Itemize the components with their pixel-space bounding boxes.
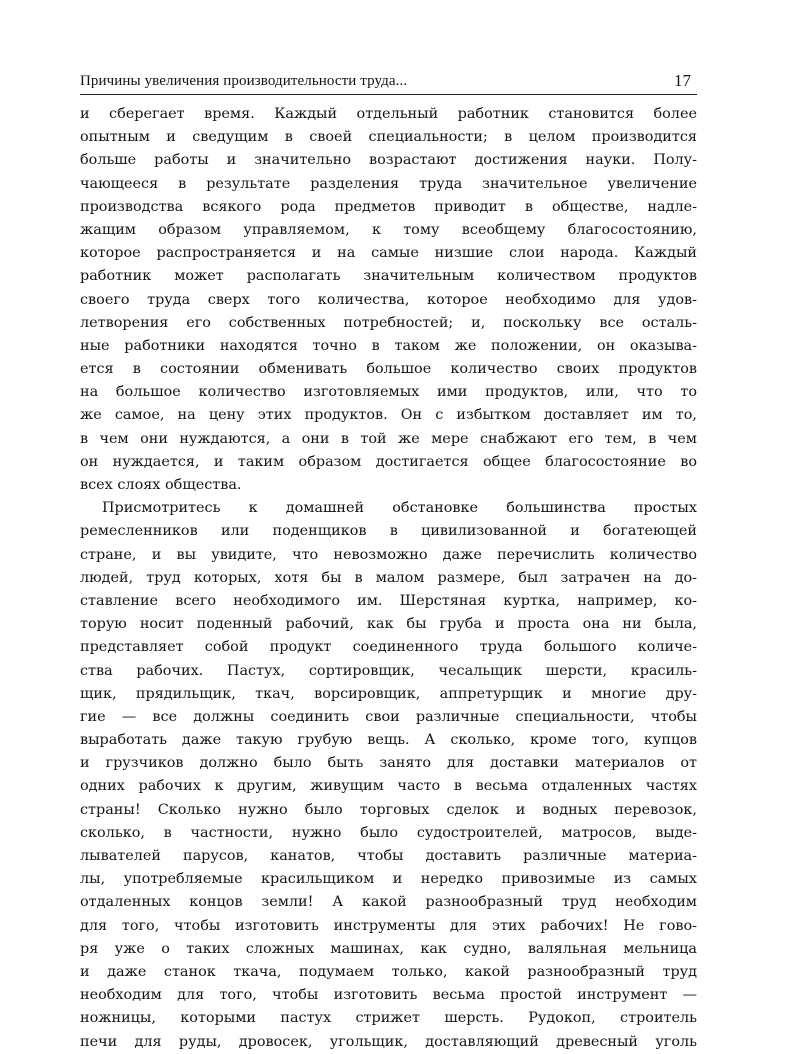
text-line: которое распространяется и на самые низшие слои народа. Каждый — [80, 245, 697, 262]
text-line: для того, чтобы изготовить инструменты для этих рабочих! Не гово- — [80, 917, 697, 934]
running-header — [80, 66, 697, 95]
text-line: чающееся в результате разделения труда значительное увеличение — [80, 175, 697, 192]
text-line: он нуждается, и таким образом достигается общее благосостояние во — [80, 453, 697, 470]
text-line: выработать даже такую грубую вещь. А сколько, кроме того, купцов — [80, 732, 697, 749]
text-line: на большое количество изготовляемых ими продуктов, или, что то — [80, 384, 697, 401]
text-line: необходим для того, чтобы изготовить весьма простой инструмент — — [80, 987, 697, 1004]
text-line: гие — все должны соединить свои различные специальности, чтобы — [80, 708, 697, 725]
text-line: ставление всего необходимого им. Шерстяная куртка, например, ко- — [80, 592, 697, 609]
book-page — [80, 66, 697, 1054]
text-line: больше работы и значительно возрастают достижения науки. Полу- — [80, 152, 697, 169]
text-line: стране, и вы увидите, что невозможно даже перечислить количество — [80, 546, 697, 563]
paragraph — [80, 103, 697, 497]
text-line: же самое, на цену этих продуктов. Он с избытком доставляет им то, — [80, 407, 697, 424]
text-line: всех слоях общества. — [80, 477, 242, 493]
text-line: представляет собой продукт соединенного труда большого количе- — [80, 639, 697, 656]
text-line: и даже станок ткача, подумаем только, какой разнообразный труд — [80, 963, 697, 980]
text-line: лы, употребляемые красильщиком и нередко привозимые из самых — [80, 871, 697, 888]
text-line: ные работники находятся точно в таком же положении, он оказыва- — [80, 337, 697, 354]
text-line: сколько, в частности, нужно было судостроителей, матросов, выде- — [80, 824, 697, 841]
text-line: в чем они нуждаются, а они в той же мере снабжают его тем, в чем — [80, 430, 697, 447]
text-line: отдаленных концов земли! А какой разнообразный труд необходим — [80, 894, 697, 911]
text-line: одних рабочих к другим, живущим часто в весьма отдаленных частях — [80, 778, 697, 795]
text-line: летворения его собственных потребностей; и, поскольку все осталь- — [80, 314, 697, 331]
text-line: работник может располагать значительным количеством продуктов — [80, 268, 697, 285]
text-line: опытным и сведущим в своей специальности; в целом производится — [80, 129, 697, 146]
text-line: ется в состоянии обменивать большое количество своих продуктов — [80, 361, 697, 378]
text-line: страны! Сколько нужно было торговых сделок и водных перевозок, — [80, 801, 697, 818]
text-line: Присмотритесь к домашней обстановке большинства простых — [102, 500, 697, 517]
text-line: производства всякого рода предметов приводит в обществе, надле- — [80, 198, 697, 215]
text-line: жащим образом управляемом, к тому всеобщему благосостоянию, — [80, 221, 697, 238]
text-line: ства рабочих. Пастух, сортировщик, чесальщик шерсти, красиль- — [80, 662, 697, 679]
text-line: щик, прядильщик, ткач, ворсировщик, аппретурщик и многие дру- — [80, 685, 697, 702]
body-text — [80, 103, 697, 1054]
text-line: и грузчиков должно было быть занято для доставки материалов от — [80, 755, 697, 772]
text-line: ря уже о таких сложных машинах, как судно, валяльная мельница — [80, 940, 697, 957]
text-line: торую носит поденный рабочий, как бы груба и проста она ни была, — [80, 616, 697, 633]
running-title: Причины увеличения производительности труда... — [80, 73, 408, 89]
text-line: печи для руды, дровосек, угольщик, доставляющий древесный уголь — [80, 1033, 697, 1050]
page-number: 17 — [674, 71, 691, 90]
paragraph — [80, 497, 697, 1054]
text-line: ремесленников или поденщиков в цивилизованной и богатеющей — [80, 523, 697, 540]
text-line: ножницы, которыми пастух стрижет шерсть. Рудокоп, строитель — [80, 1010, 697, 1027]
text-line: и сберегает время. Каждый отдельный работник становится более — [80, 106, 697, 122]
text-line: лывателей парусов, канатов, чтобы доставить различные материа- — [80, 848, 697, 864]
text-line: людей, труд которых, хотя бы в малом размере, был затрачен на до- — [80, 569, 697, 586]
text-line: своего труда сверх того количества, которое необходимо для удов- — [80, 291, 697, 308]
